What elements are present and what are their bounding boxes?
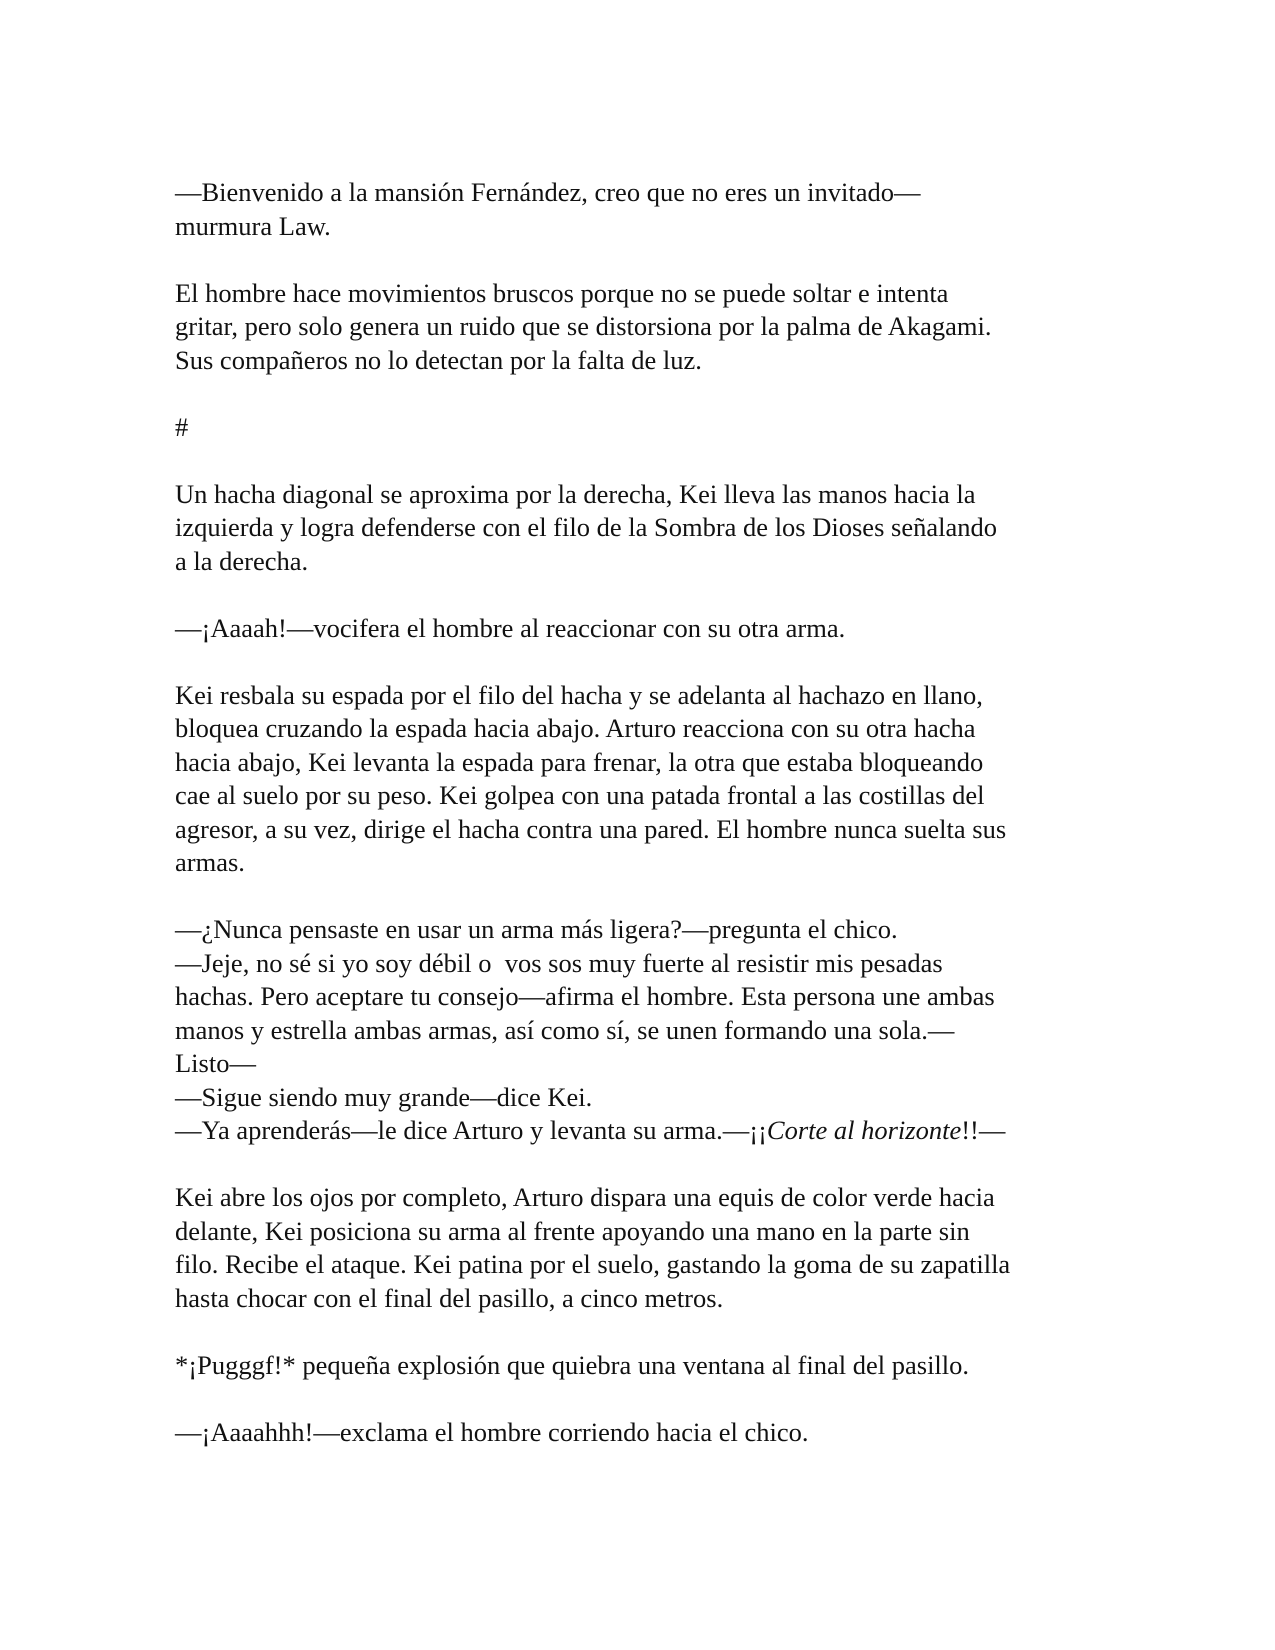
text-line: —¿Nunca pensaste en usar un arma más ligera?—pregunta el chico. <box>175 914 898 944</box>
text-line-with-italic <box>175 1114 1105 1148</box>
text-line: Kei resbala su espada por el filo del hacha y se adelanta al hachazo en llano, <box>175 679 983 710</box>
text-line: gritar, pero solo genera un ruido que se distorsiona por la palma de Akagami. <box>175 311 992 341</box>
paragraph-gap <box>175 444 1105 478</box>
text-line: izquierda y logra defenderse con el filo de la Sombra de los Dioses señalando <box>175 512 997 542</box>
paragraph-gap <box>175 645 1105 679</box>
text-line: —Sigue siendo muy grande—dice Kei. <box>175 1081 593 1112</box>
text-line: murmura Law. <box>175 210 331 241</box>
text-line: *¡Pugggf!* pequeña explosión que quiebra una ventana al final del pasillo. <box>175 1349 970 1380</box>
text-line: Listo— <box>175 1048 256 1078</box>
text-line: filo. Recibe el ataque. Kei patina por el suelo, gastando la goma de su zapatilla <box>175 1249 1011 1279</box>
text-line: hachas. Pero aceptare tu consejo—afirma el hombre. Esta persona une ambas <box>175 981 995 1011</box>
scene-break: # <box>175 411 189 442</box>
text-line: bloquea cruzando la espada hacia abajo. Arturo reacciona con su otra hacha <box>175 713 976 743</box>
text-line: agresor, a su vez, dirige el hacha contra una pared. El hombre nunca suelta sus <box>175 813 1007 844</box>
text-segment: —Ya aprenderás—le dice Arturo y levanta su arma.—¡¡ <box>175 1115 767 1145</box>
italic-text: Corte al horizonte <box>766 1115 962 1145</box>
paragraph-gap <box>175 377 1105 411</box>
paragraph-gap <box>175 1382 1105 1416</box>
text-line: armas. <box>175 847 245 877</box>
paragraph-gap <box>175 1315 1105 1349</box>
text-line: Kei abre los ojos por completo, Arturo dispara una equis de color verde hacia <box>175 1182 995 1212</box>
text-line: Sus compañeros no lo detectan por la falta de luz. <box>175 344 702 375</box>
text-line: —¡Aaaahhh!—exclama el hombre corriendo hacia el chico. <box>175 1416 809 1447</box>
text-line: cae al suelo por su peso. Kei golpea con una patada frontal a las costillas del <box>175 780 985 810</box>
text-line: manos y estrella ambas armas, así como sí, se unen formando una sola.— <box>175 1014 955 1045</box>
text-segment: !!— <box>961 1115 1006 1145</box>
text-line: hacia abajo, Kei levanta la espada para frenar, la otra que estaba bloqueando <box>175 746 984 777</box>
text-line: Un hacha diagonal se aproxima por la derecha, Kei lleva las manos hacia la <box>175 478 976 509</box>
paragraph-gap <box>175 1148 1105 1182</box>
text-line: hasta chocar con el final del pasillo, a cinco metros. <box>175 1282 724 1313</box>
text-line: a la derecha. <box>175 545 309 576</box>
text-line: delante, Kei posiciona su arma al frente apoyando una mano en la parte sin <box>175 1215 970 1246</box>
paragraph-gap <box>175 243 1105 277</box>
text-line: —Jeje, no sé si yo soy débil o vos sos muy fuerte al resistir mis pesadas <box>175 947 943 978</box>
text-line: —Bienvenido a la mansión Fernández, creo que no eres un invitado— <box>175 177 921 207</box>
text-line: El hombre hace movimientos bruscos porque no se puede soltar e intenta <box>175 277 949 308</box>
body-text <box>175 176 1105 1449</box>
text-line: —¡Aaaah!—vocifera el hombre al reaccionar con su otra arma. <box>175 612 846 643</box>
paragraph-gap <box>175 578 1105 612</box>
paragraph-gap <box>175 880 1105 914</box>
